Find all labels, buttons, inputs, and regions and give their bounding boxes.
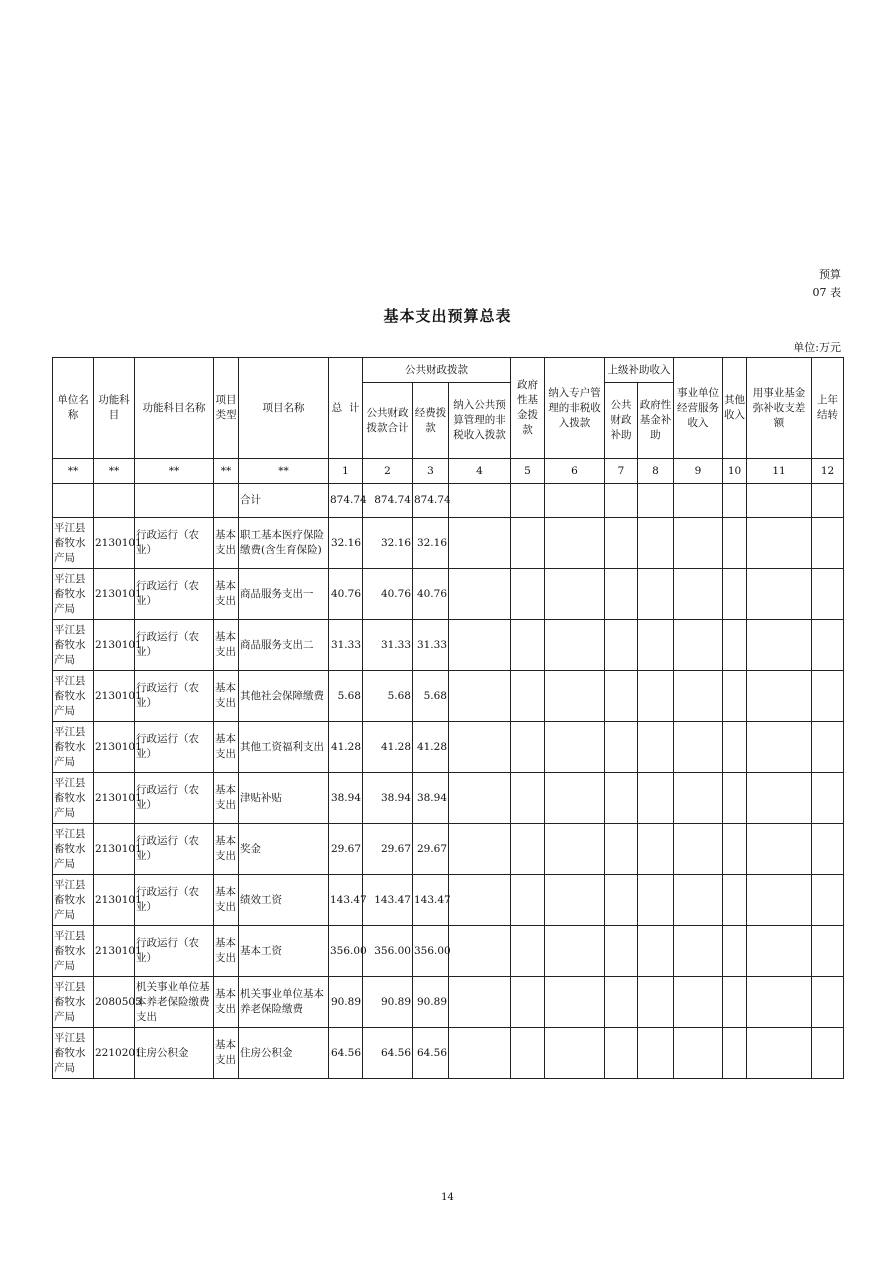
total-cell: 40.76 xyxy=(329,569,363,620)
empty-cell xyxy=(812,926,844,977)
proj-type-cell: 基本支出 xyxy=(214,620,239,671)
index-cell: 9 xyxy=(674,459,723,484)
empty-cell xyxy=(723,1028,747,1079)
empty-cell xyxy=(511,875,545,926)
func-name-cell: 行政运行（农业） xyxy=(135,569,214,620)
pf-total-cell: 40.76 xyxy=(363,569,413,620)
empty-cell xyxy=(449,875,511,926)
empty-cell xyxy=(674,569,723,620)
header-other-income: 其他收入 xyxy=(723,358,747,459)
empty-cell xyxy=(674,875,723,926)
pf-total-cell: 90.89 xyxy=(363,977,413,1028)
empty-cell xyxy=(638,824,674,875)
empty-cell xyxy=(674,1028,723,1079)
empty-cell xyxy=(638,518,674,569)
unit-cell: 平江县畜牧水产局 xyxy=(53,875,94,926)
empty-cell xyxy=(723,569,747,620)
empty-cell xyxy=(812,875,844,926)
total-cell: 90.89 xyxy=(329,977,363,1028)
header-func-name: 功能科目名称 xyxy=(135,358,214,459)
empty-cell xyxy=(545,875,605,926)
empty-cell xyxy=(605,1028,638,1079)
empty-cell xyxy=(674,518,723,569)
empty-cell xyxy=(674,722,723,773)
empty-cell xyxy=(449,569,511,620)
proj-type-cell: 基本支出 xyxy=(214,875,239,926)
header-proj-name: 项目名称 xyxy=(239,358,329,459)
pf-total-cell: 64.56 xyxy=(363,1028,413,1079)
total-cell: 874.74 xyxy=(329,484,363,518)
empty-cell xyxy=(449,671,511,722)
index-cell: 11 xyxy=(747,459,812,484)
table-row xyxy=(53,824,844,875)
proj-name-cell: 基本工资 xyxy=(239,926,329,977)
pf-total-cell: 356.00 xyxy=(363,926,413,977)
empty-cell xyxy=(638,926,674,977)
proj-name-cell: 商品服务支出二 xyxy=(239,620,329,671)
header-proj-type: 项目类型 xyxy=(214,358,239,459)
func-code-cell: 2130101 xyxy=(94,569,135,620)
total-cell: 64.56 xyxy=(329,1028,363,1079)
pf-fee-cell: 90.89 xyxy=(413,977,449,1028)
header-pf-total: 公共财政拨款合计 xyxy=(363,383,413,459)
empty-cell xyxy=(747,620,812,671)
empty-cell xyxy=(449,977,511,1028)
pf-fee-cell: 143.47 xyxy=(413,875,449,926)
unit-cell: 平江县畜牧水产局 xyxy=(53,926,94,977)
total-cell: 38.94 xyxy=(329,773,363,824)
func-name-cell: 机关事业单位基本养老保险缴费支出 xyxy=(135,977,214,1028)
pf-fee-cell: 32.16 xyxy=(413,518,449,569)
header-business-income: 事业单位经营服务收入 xyxy=(674,358,723,459)
total-cell: 29.67 xyxy=(329,824,363,875)
header-pf-nontax: 纳入公共预算管理的非税收入拨款 xyxy=(449,383,511,459)
proj-name-cell: 其他社会保障缴费 xyxy=(239,671,329,722)
table-row xyxy=(53,671,844,722)
table-row xyxy=(53,977,844,1028)
proj-name-cell: 住房公积金 xyxy=(239,1028,329,1079)
func-name-cell: 行政运行（农业） xyxy=(135,722,214,773)
func-code-cell: 2130101 xyxy=(94,722,135,773)
func-code-cell: 2130101 xyxy=(94,671,135,722)
empty-cell xyxy=(723,620,747,671)
empty-cell xyxy=(674,620,723,671)
empty-cell xyxy=(674,671,723,722)
pf-fee-cell: 356.00 xyxy=(413,926,449,977)
empty-cell xyxy=(812,773,844,824)
empty-cell xyxy=(545,671,605,722)
total-fee-cell: 874.74 xyxy=(413,484,449,518)
empty-cell xyxy=(723,977,747,1028)
empty-cell xyxy=(723,824,747,875)
empty-cell xyxy=(605,518,638,569)
empty-cell xyxy=(511,773,545,824)
empty-cell xyxy=(605,824,638,875)
empty-cell xyxy=(674,824,723,875)
empty-cell xyxy=(449,1028,511,1079)
empty-cell xyxy=(449,518,511,569)
pf-total-cell: 29.67 xyxy=(363,824,413,875)
empty-cell xyxy=(638,569,674,620)
empty-cell xyxy=(511,620,545,671)
unit-label: 单位:万元 xyxy=(793,341,841,354)
index-cell: ** xyxy=(214,459,239,484)
table-code-line2: 07 表 xyxy=(812,286,841,299)
index-cell: 7 xyxy=(605,459,638,484)
empty-cell xyxy=(638,773,674,824)
empty-cell xyxy=(812,824,844,875)
empty-cell xyxy=(545,977,605,1028)
table-row xyxy=(53,926,844,977)
empty-cell xyxy=(605,875,638,926)
empty-cell xyxy=(723,773,747,824)
func-code-cell: 2210201 xyxy=(94,1028,135,1079)
proj-type-cell: 基本支出 xyxy=(214,671,239,722)
empty-cell xyxy=(674,773,723,824)
empty-cell xyxy=(605,569,638,620)
empty-cell xyxy=(511,1028,545,1079)
pf-total-cell: 38.94 xyxy=(363,773,413,824)
header-pf-fee: 经费拨款 xyxy=(413,383,449,459)
empty-cell xyxy=(545,773,605,824)
func-name-cell: 住房公积金 xyxy=(135,1028,214,1079)
empty-cell xyxy=(723,722,747,773)
empty-cell xyxy=(747,773,812,824)
header-upper-subsidy: 上级补助收入 xyxy=(605,358,674,383)
empty-cell xyxy=(605,722,638,773)
empty-cell xyxy=(605,977,638,1028)
proj-type-cell: 基本支出 xyxy=(214,824,239,875)
proj-name-cell: 津贴补贴 xyxy=(239,773,329,824)
total-cell: 32.16 xyxy=(329,518,363,569)
index-cell: ** xyxy=(94,459,135,484)
func-code-cell: 2130101 xyxy=(94,926,135,977)
header-special-nontax: 纳入专户管理的非税收入拨款 xyxy=(545,358,605,459)
empty-cell xyxy=(747,518,812,569)
empty-cell xyxy=(449,722,511,773)
pf-fee-cell: 5.68 xyxy=(413,671,449,722)
total-cell: 143.47 xyxy=(329,875,363,926)
table-row xyxy=(53,569,844,620)
empty-cell xyxy=(511,518,545,569)
proj-type-cell: 基本支出 xyxy=(214,773,239,824)
index-cell: 8 xyxy=(638,459,674,484)
empty-cell xyxy=(449,773,511,824)
index-cell: 12 xyxy=(812,459,844,484)
header-func-code: 功能科目 xyxy=(94,358,135,459)
proj-type-cell: 基本支出 xyxy=(214,977,239,1028)
page-title: 基本支出预算总表 xyxy=(383,307,512,325)
table-row xyxy=(53,773,844,824)
func-name-cell: 行政运行（农业） xyxy=(135,518,214,569)
table-body xyxy=(53,518,844,1079)
pf-fee-cell: 29.67 xyxy=(413,824,449,875)
empty-cell xyxy=(812,1028,844,1079)
unit-cell: 平江县畜牧水产局 xyxy=(53,824,94,875)
empty-cell xyxy=(638,1028,674,1079)
empty-cell xyxy=(449,824,511,875)
unit-cell: 平江县畜牧水产局 xyxy=(53,671,94,722)
header-carryover: 上年结转 xyxy=(812,358,844,459)
empty-cell xyxy=(812,722,844,773)
header-unit: 单位名称 xyxy=(53,358,94,459)
pf-total-cell: 41.28 xyxy=(363,722,413,773)
empty-cell xyxy=(545,620,605,671)
unit-cell: 平江县畜牧水产局 xyxy=(53,518,94,569)
index-cell: 5 xyxy=(511,459,545,484)
proj-type-cell: 基本支出 xyxy=(214,722,239,773)
func-code-cell: 2130101 xyxy=(94,773,135,824)
pf-total-cell: 143.47 xyxy=(363,875,413,926)
func-name-cell: 行政运行（农业） xyxy=(135,773,214,824)
func-name-cell: 行政运行（农业） xyxy=(135,620,214,671)
index-cell: 6 xyxy=(545,459,605,484)
empty-cell xyxy=(747,875,812,926)
empty-cell xyxy=(747,1028,812,1079)
total-cell: 5.68 xyxy=(329,671,363,722)
empty-cell xyxy=(605,926,638,977)
index-cell: 2 xyxy=(363,459,413,484)
empty-cell xyxy=(812,977,844,1028)
index-cell: ** xyxy=(53,459,94,484)
func-code-cell: 2080505 xyxy=(94,977,135,1028)
empty-cell xyxy=(545,926,605,977)
table-row xyxy=(53,722,844,773)
index-cell: 3 xyxy=(413,459,449,484)
index-cell: ** xyxy=(239,459,329,484)
table-row xyxy=(53,1028,844,1079)
empty-cell xyxy=(545,569,605,620)
proj-name-cell: 职工基本医疗保险缴费(含生育保险) xyxy=(239,518,329,569)
pf-fee-cell: 40.76 xyxy=(413,569,449,620)
table-code-line1: 预算 xyxy=(819,268,841,281)
pf-total-cell: 5.68 xyxy=(363,671,413,722)
total-cell: 41.28 xyxy=(329,722,363,773)
empty-cell xyxy=(747,926,812,977)
proj-type-cell: 基本支出 xyxy=(214,569,239,620)
empty-cell xyxy=(511,722,545,773)
table-row xyxy=(53,875,844,926)
header-upper-public: 公共财政补助 xyxy=(605,383,638,459)
empty-cell xyxy=(545,824,605,875)
pf-total-cell: 31.33 xyxy=(363,620,413,671)
empty-cell xyxy=(638,671,674,722)
proj-name-cell: 机关事业单位基本养老保险缴费 xyxy=(239,977,329,1028)
empty-cell xyxy=(747,569,812,620)
total-cell: 356.00 xyxy=(329,926,363,977)
func-code-cell: 2130101 xyxy=(94,875,135,926)
empty-cell xyxy=(638,875,674,926)
index-row xyxy=(53,459,844,484)
proj-name-cell: 奖金 xyxy=(239,824,329,875)
proj-name-cell: 绩效工资 xyxy=(239,875,329,926)
empty-cell xyxy=(812,518,844,569)
unit-cell: 平江县畜牧水产局 xyxy=(53,977,94,1028)
index-cell: 4 xyxy=(449,459,511,484)
func-code-cell: 2130101 xyxy=(94,824,135,875)
empty-cell xyxy=(674,926,723,977)
empty-cell xyxy=(511,671,545,722)
index-cell: ** xyxy=(135,459,214,484)
empty-cell xyxy=(638,620,674,671)
unit-cell: 平江县畜牧水产局 xyxy=(53,773,94,824)
unit-cell: 平江县畜牧水产局 xyxy=(53,722,94,773)
empty-cell xyxy=(511,569,545,620)
empty-cell xyxy=(812,671,844,722)
empty-cell xyxy=(545,722,605,773)
header-public-finance: 公共财政拨款 xyxy=(363,358,511,383)
total-label: 合计 xyxy=(239,484,329,518)
empty-cell xyxy=(638,722,674,773)
empty-cell xyxy=(747,977,812,1028)
header-gov-fund: 政府性基金拨款 xyxy=(511,358,545,459)
func-name-cell: 行政运行（农业） xyxy=(135,926,214,977)
table-row xyxy=(53,518,844,569)
proj-type-cell: 基本支出 xyxy=(214,926,239,977)
unit-cell: 平江县畜牧水产局 xyxy=(53,1028,94,1079)
empty-cell xyxy=(511,824,545,875)
pf-fee-cell: 31.33 xyxy=(413,620,449,671)
pf-fee-cell: 38.94 xyxy=(413,773,449,824)
index-cell: 10 xyxy=(723,459,747,484)
empty-cell xyxy=(605,671,638,722)
empty-cell xyxy=(747,671,812,722)
proj-name-cell: 商品服务支出一 xyxy=(239,569,329,620)
header-fund-gap: 用事业基金弥补收支差额 xyxy=(747,358,812,459)
func-name-cell: 行政运行（农业） xyxy=(135,875,214,926)
pf-fee-cell: 41.28 xyxy=(413,722,449,773)
empty-cell xyxy=(723,875,747,926)
empty-cell xyxy=(723,518,747,569)
pf-total-cell: 32.16 xyxy=(363,518,413,569)
empty-cell xyxy=(511,977,545,1028)
empty-cell xyxy=(638,977,674,1028)
total-row xyxy=(53,484,844,518)
empty-cell xyxy=(605,773,638,824)
proj-name-cell: 其他工资福利支出 xyxy=(239,722,329,773)
header-upper-fund: 政府性基金补助 xyxy=(638,383,674,459)
empty-cell xyxy=(723,926,747,977)
func-code-cell: 2130101 xyxy=(94,518,135,569)
budget-table xyxy=(52,357,844,1079)
page-number: 14 xyxy=(441,1192,454,1203)
total-pf-cell: 874.74 xyxy=(363,484,413,518)
empty-cell xyxy=(511,926,545,977)
func-code-cell: 2130101 xyxy=(94,620,135,671)
empty-cell xyxy=(449,620,511,671)
header-total: 总 计 xyxy=(329,358,363,459)
pf-fee-cell: 64.56 xyxy=(413,1028,449,1079)
func-name-cell: 行政运行（农业） xyxy=(135,824,214,875)
empty-cell xyxy=(449,926,511,977)
total-cell: 31.33 xyxy=(329,620,363,671)
empty-cell xyxy=(723,671,747,722)
proj-type-cell: 基本支出 xyxy=(214,518,239,569)
empty-cell xyxy=(812,569,844,620)
index-cell: 1 xyxy=(329,459,363,484)
table-row xyxy=(53,620,844,671)
empty-cell xyxy=(605,620,638,671)
empty-cell xyxy=(545,1028,605,1079)
empty-cell xyxy=(674,977,723,1028)
func-name-cell: 行政运行（农业） xyxy=(135,671,214,722)
proj-type-cell: 基本支出 xyxy=(214,1028,239,1079)
empty-cell xyxy=(812,620,844,671)
empty-cell xyxy=(747,824,812,875)
empty-cell xyxy=(747,722,812,773)
empty-cell xyxy=(545,518,605,569)
unit-cell: 平江县畜牧水产局 xyxy=(53,569,94,620)
unit-cell: 平江县畜牧水产局 xyxy=(53,620,94,671)
